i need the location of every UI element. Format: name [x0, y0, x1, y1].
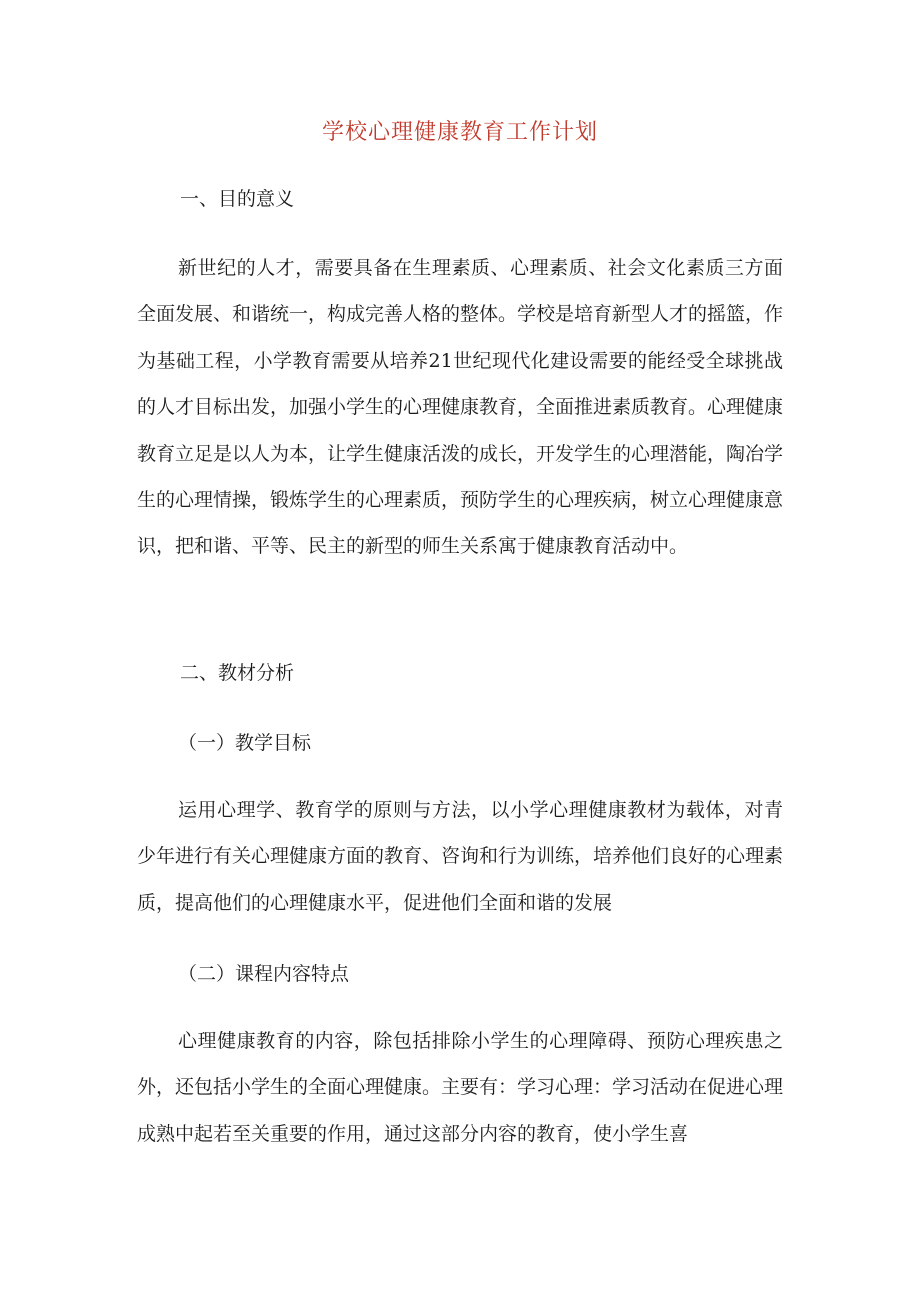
paragraph-course-content: 心理健康教育的内容，除包括排除小学生的心理障碍、预防心理疾患之外，还包括小学生的全面心理健康。主要有：学习心理：学习活动在促进心理成熟中起若至关重要的作用，通过这部分内容的教育，使小学生喜 — [137, 1030, 784, 1145]
paragraph-purpose: 新世纪的人才，需要具备在生理素质、心理素质、社会文化素质三方面全面发展、和谐统一，构成完善人格的整体。学校是培育新型人才的摇篮，作为基础工程，小学教育需要从培养21世纪现代化建设需要的能经受全球挑战的人才目标出发，加强小学生的心理健康教育，全面推进素质教育。心理健康教育立足是以人为本，让学生健康活泼的成长，开发学生的心理潜能，陶冶学生的心理情操，锻炼学生的心理素质，预防学生的心理疾病，树立心理健康意识，把和谐、平等、民主的新型的师生关系寓于健康教育活动中。 — [137, 257, 784, 558]
subheading-teaching-goals: （一）教学目标 — [178, 732, 312, 754]
subheading-course-content: （二）课程内容特点 — [178, 963, 350, 985]
section-heading-material-analysis: 二、教材分析 — [180, 662, 295, 684]
paragraph-teaching-goals: 运用心理学、教育学的原则与方法，以小学心理健康教材为载体，对青少年进行有关心理健康方面的教育、咨询和行为训练，培养他们良好的心理素质，提高他们的心理健康水平，促进他们全面和谐的发展 — [137, 799, 784, 914]
section-heading-purpose: 一、目的意义 — [180, 188, 295, 210]
document-title: 学校心理健康教育工作计划 — [321, 120, 598, 145]
